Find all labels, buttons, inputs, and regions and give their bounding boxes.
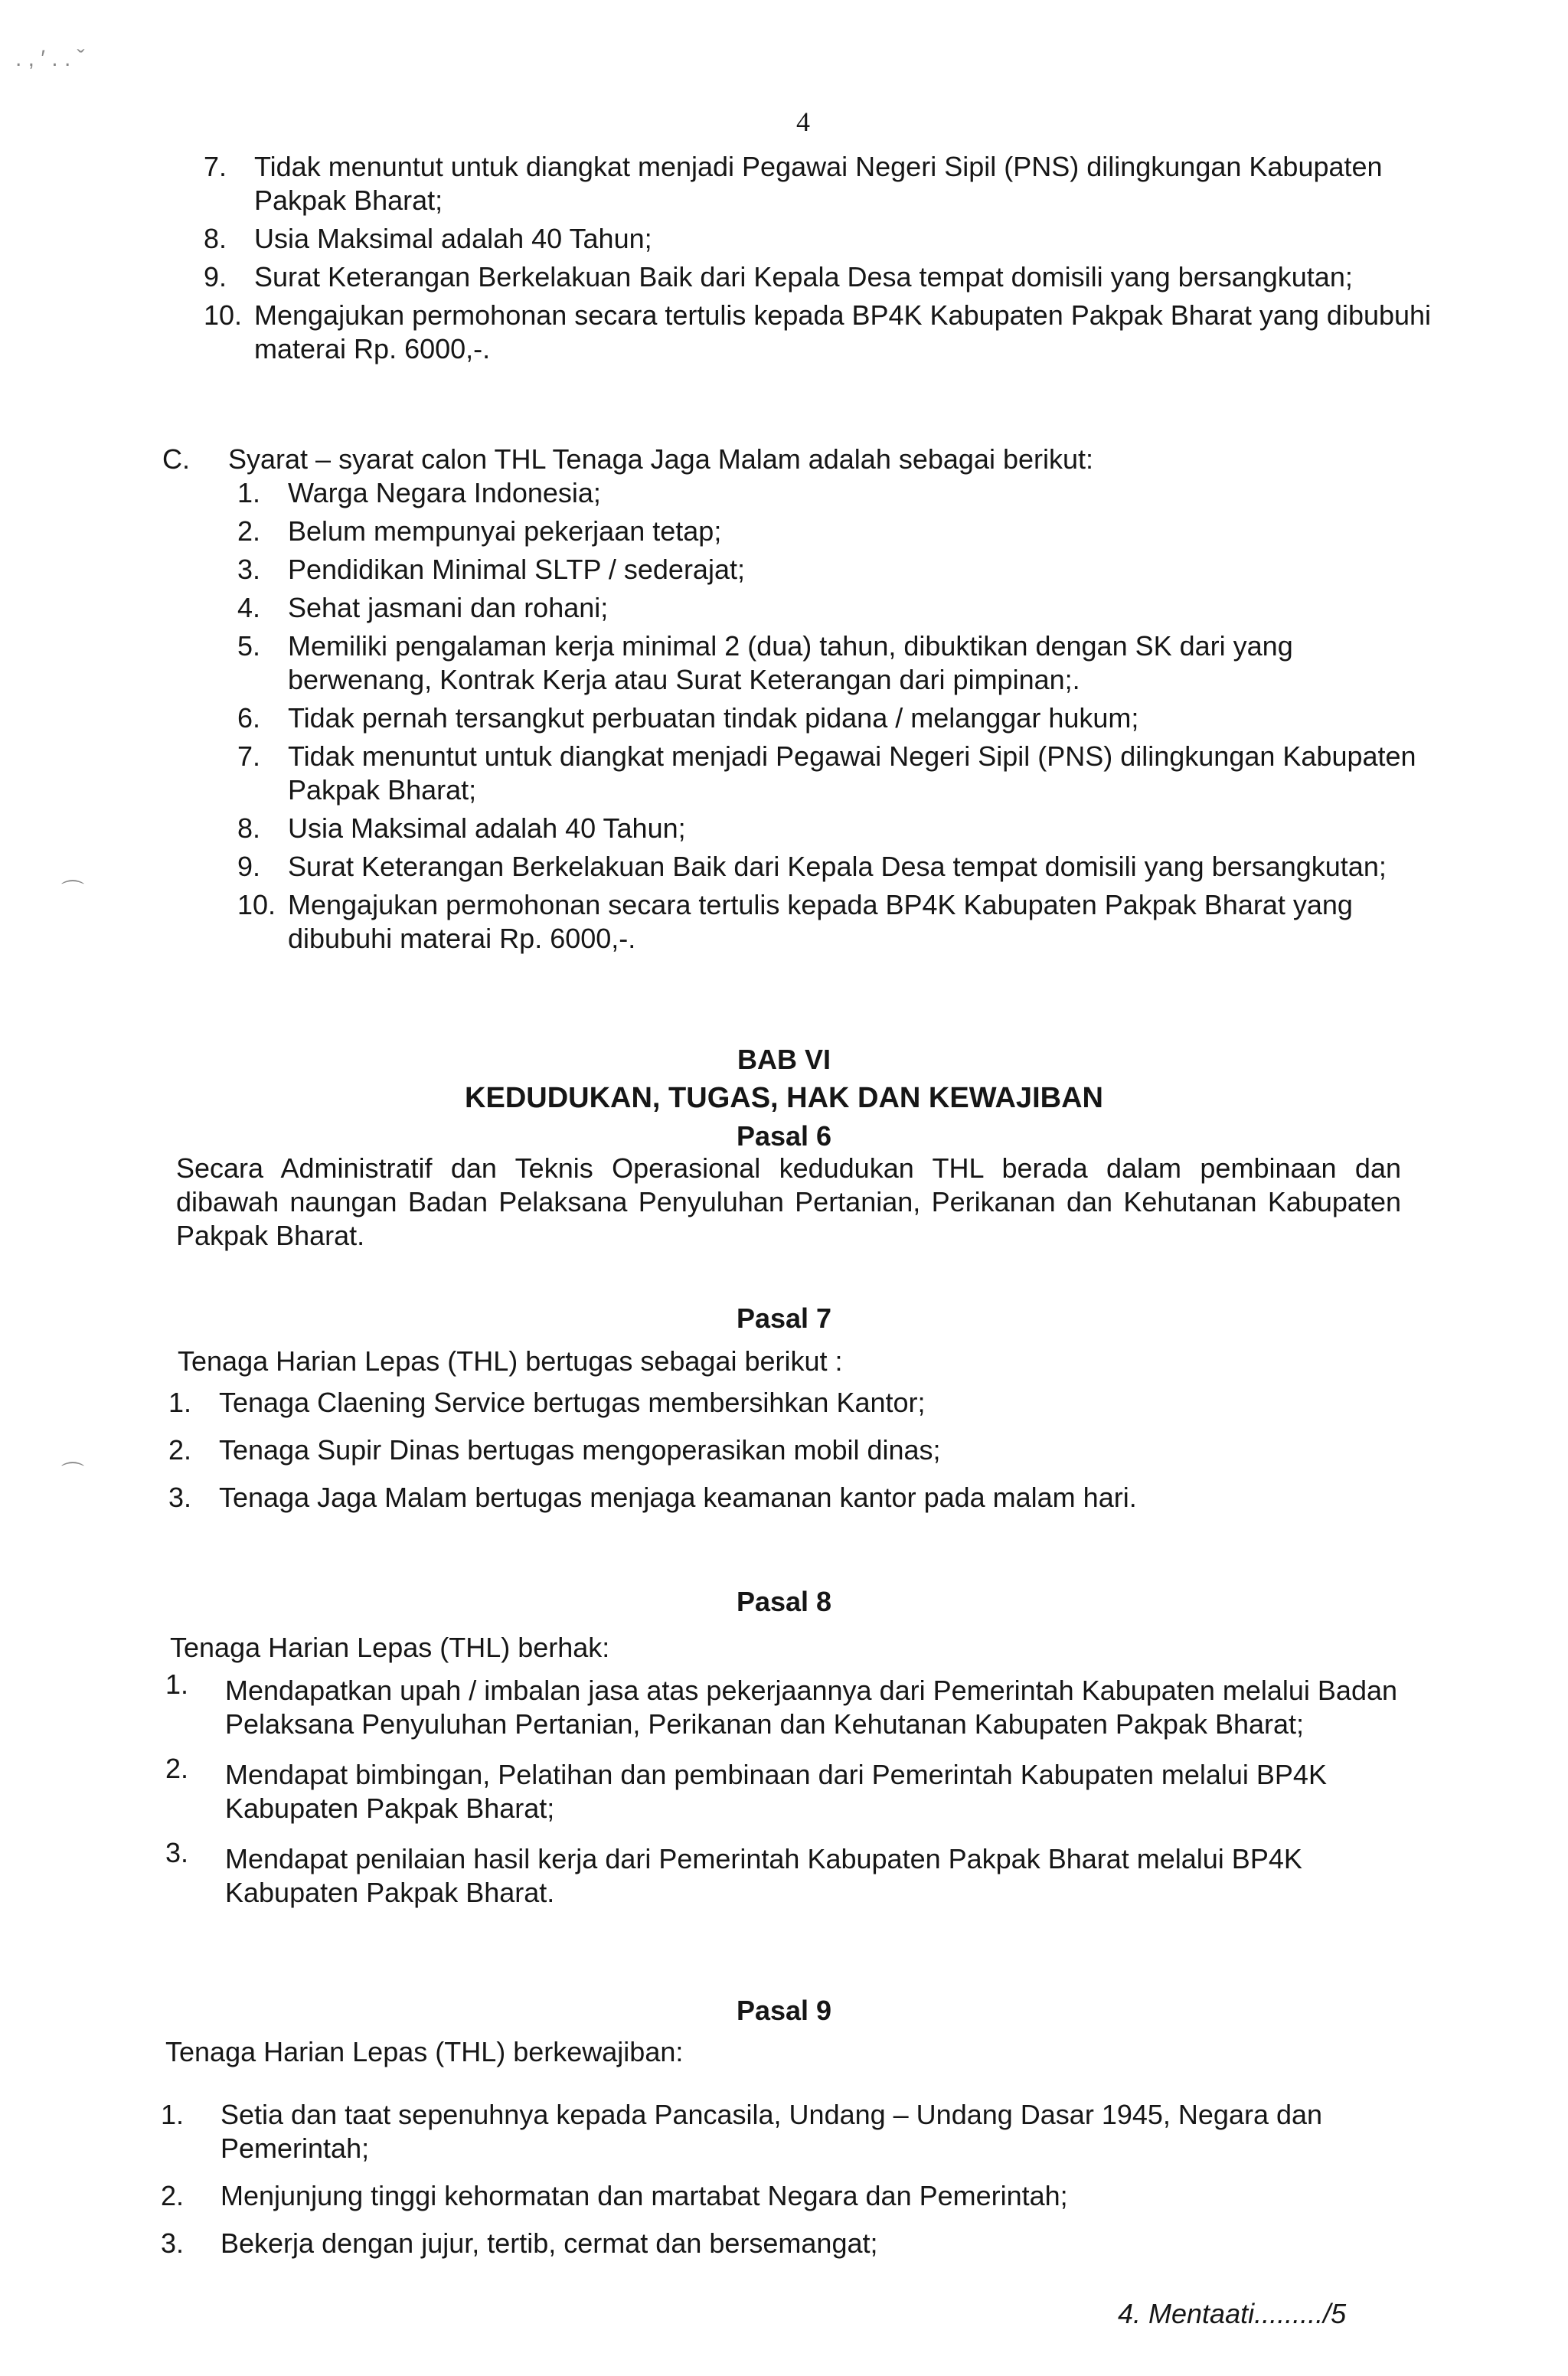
list-item: 5. Memiliki pengalaman kerja minimal 2 (dua) tahun, dibuktikan dengan SK dari yang berwenang, Kontrak Kerja atau Surat Keterangan dari pimpinan;. (237, 630, 1293, 695)
bab-number: BAB VI (737, 1044, 831, 1075)
pasal-8-heading: Pasal 8 (736, 1586, 832, 1617)
pasal-9-heading: Pasal 9 (736, 1995, 832, 2026)
list-item: 2. Menjunjung tinggi kehormatan dan martabat Negara dan Pemerintah; (161, 2180, 1068, 2211)
list-item: 9. Surat Keterangan Berkelakuan Baik dari Kepala Desa tempat domisili yang bersangkutan; (204, 261, 1353, 293)
scan-artifact: ⌒ (61, 880, 84, 905)
list-item: 2. Tenaga Supir Dinas bertugas mengoperasikan mobil dinas; (168, 1434, 941, 1466)
section-title: Syarat – syarat calon THL Tenaga Jaga Malam adalah sebagai berikut: (228, 443, 1094, 475)
page-number: 4 (796, 106, 810, 137)
pasal-7-intro: Tenaga Harian Lepas (THL) bertugas sebagai berikut : (178, 1345, 843, 1377)
list-item: 2. Belum mempunyai pekerjaan tetap; (237, 515, 722, 547)
list-item: 1. Setia dan taat sepenuhnya kepada Pancasila, Undang – Undang Dasar 1945, Negara dan Pemerintah; (161, 2099, 1323, 2164)
pasal-6-heading: Pasal 6 (736, 1120, 832, 1152)
pasal-9-intro: Tenaga Harian Lepas (THL) berkewajiban: (165, 2036, 684, 2067)
list-item: 10. Mengajukan permohonan secara tertulis kepada BP4K Kabupaten Pakpak Bharat yang dibubuhi materai Rp. 6000,-. (237, 889, 1353, 954)
list-item: 3. Bekerja dengan jujur, tertib, cermat dan bersemangat; (161, 2227, 878, 2259)
continuation-marker: 4. Mentaati........./5 (1118, 2298, 1347, 2329)
list-item: 1. Warga Negara Indonesia; (237, 477, 601, 508)
pasal-8-intro: Tenaga Harian Lepas (THL) berhak: (170, 1632, 610, 1663)
list-item: 3. Mendapat penilaian hasil kerja dari Pemerintah Kabupaten Pakpak Bharat melalui BP4K Kabupaten Pakpak Bharat. (165, 1837, 1302, 1908)
section-c-list (237, 476, 1432, 960)
list-item: 6. Tidak pernah tersangkut perbuatan tindak pidana / melanggar hukum; (237, 702, 1139, 734)
list-item: 8. Usia Maksimal adalah 40 Tahun; (237, 812, 686, 844)
scan-artifact: ⌒ (61, 1462, 84, 1487)
section-letter: C. (162, 443, 190, 475)
list-item: 10. Mengajukan permohonan secara tertulis kepada BP4K Kabupaten Pakpak Bharat yang dibubuhi materai Rp. 6000,-. (204, 299, 1432, 364)
pasal-9-list (161, 2098, 1393, 2274)
list-item: 7. Tidak menuntut untuk diangkat menjadi Pegawai Negeri Sipil (PNS) dilingkungan Kabupaten Pakpak Bharat; (204, 151, 1383, 216)
list-item: 7. Tidak menuntut untuk diangkat menjadi Pegawai Negeri Sipil (PNS) dilingkungan Kabupaten Pakpak Bharat; (237, 740, 1416, 806)
bab-title: KEDUDUKAN, TUGAS, HAK DAN KEWAJIBAN (465, 1082, 1103, 1114)
pasal-7-heading: Pasal 7 (736, 1302, 832, 1334)
pasal-7-list (168, 1386, 1393, 1528)
list-item: 9. Surat Keterangan Berkelakuan Baik dari Kepala Desa tempat domisili yang bersangkutan; (237, 851, 1387, 882)
requirements-list-continued (204, 150, 1432, 371)
scan-artifact: . , ′ . . ˇ (15, 46, 85, 71)
section-c-heading (162, 443, 1093, 476)
list-item: 4. Sehat jasmani dan rohani; (237, 592, 609, 623)
list-item: 2. Mendapat bimbingan, Pelatihan dan pembinaan dari Pemerintah Kabupaten melalui BP4K Kabupaten Pakpak Bharat; (165, 1753, 1327, 1824)
pasal-6-text: Secara Administratif dan Teknis Operasional kedudukan THL berada dalam pembinaan dan dibawah naungan Badan Pelaksana Penyuluhan Pertanian, Perikanan dan Kehutanan Kabupaten Pakpak Bharat. (176, 1152, 1401, 1251)
list-item: 1. Tenaga Claening Service bertugas membersihkan Kantor; (168, 1387, 926, 1418)
list-item: 1. Mendapatkan upah / imbalan jasa atas pekerjaannya dari Pemerintah Kabupaten melalui Badan Pelaksana Penyuluhan Pertanian, Perikanan dan Kehutanan Kabupaten Pakpak Bharat; (165, 1668, 1398, 1740)
pasal-8-list (165, 1668, 1398, 1927)
list-item: 8. Usia Maksimal adalah 40 Tahun; (204, 223, 652, 254)
list-item: 3. Pendidikan Minimal SLTP / sederajat; (237, 554, 745, 585)
list-item: 3. Tenaga Jaga Malam bertugas menjaga keamanan kantor pada malam hari. (168, 1482, 1137, 1513)
